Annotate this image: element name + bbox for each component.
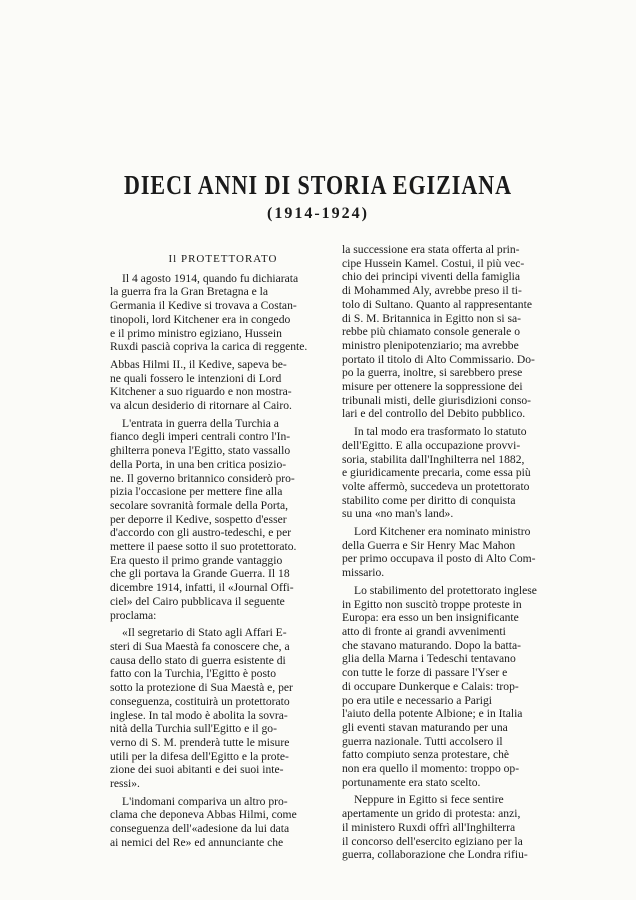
- text-line: rebbe più chiamato console generale o: [342, 325, 521, 339]
- text-line: misure per ottenere la soppressione dei: [342, 380, 523, 394]
- text-line: soria, stabilita dall'Inghilterra nel 1882,: [342, 452, 525, 466]
- text-line: conseguenza, costituirà un protettorato: [110, 694, 290, 708]
- text-line: Il 4 agosto 1914, quando fu dichiarata: [122, 271, 299, 285]
- text-line: apertamente un grido di protesta: anzi,: [342, 807, 521, 821]
- text-line: L'entrata in guerra della Turchia a: [122, 416, 279, 430]
- text-line: causa dello stato di guerra esistente di: [110, 653, 286, 667]
- paragraph: [110, 272, 336, 354]
- paragraph: [342, 793, 582, 862]
- text-line: guerra nazionale. Tutti accolsero il: [342, 734, 503, 748]
- text-line: di occupare Dunkerque e Calais: trop-: [342, 679, 519, 693]
- text-line: non era quello il momento: troppo op-: [342, 762, 520, 776]
- text-line: per deporre il Kedive, sospetto d'esser: [110, 512, 287, 526]
- text-line: «Il segretario di Stato agli Affari E-: [122, 626, 287, 640]
- paragraph: [342, 425, 582, 521]
- text-line: ghilterra poneva l'Egitto, stato vassallo: [110, 444, 291, 458]
- text-line: su una «no man's land».: [342, 507, 454, 521]
- right-column: [342, 243, 582, 862]
- paragraph: [110, 626, 336, 790]
- text-line: cipe Hussein Kamel. Costui, il più vec-: [342, 256, 525, 270]
- paragraph: [110, 417, 336, 623]
- text-line: portato il titolo di Alto Commissario. Do-: [342, 352, 535, 366]
- text-line: Germania il Kedive si trovava a Costan-: [110, 299, 297, 313]
- paragraph: [342, 584, 582, 790]
- paragraph: [342, 243, 582, 421]
- text-line: fatto compiuto senza protestare, chè: [342, 748, 510, 762]
- paragraph: [110, 795, 336, 850]
- text-line: atto di fronte ai grandi avvenimenti: [342, 624, 506, 638]
- text-line: volte affermò, succedeva un protettorato: [342, 479, 530, 493]
- text-line: mettere il paese sotto il suo protettorato.: [110, 540, 297, 554]
- right-column-body: [342, 243, 582, 862]
- text-line: Kitchener a suo riguardo e non mostra-: [110, 385, 292, 399]
- text-line: steri di Sua Maestà fa conoscere che, a: [110, 639, 290, 653]
- text-line: di Mohammed Aly, avrebbe preso il ti-: [342, 284, 522, 298]
- text-line: fianco degli imperi centrali contro l'In-: [110, 430, 291, 444]
- text-line: va alcun desiderio di ritornare al Cairo.: [110, 399, 292, 413]
- section-heading: Il PROTETTORATO: [168, 253, 278, 265]
- text-line: per primo occupava il posto di Alto Com-: [342, 552, 536, 566]
- text-line: glia della Marna i Tedeschi tentavano: [342, 652, 516, 666]
- text-line: nità della Turchia sull'Egitto e il go-: [110, 722, 277, 736]
- text-line: ne. Il governo britannico considerò pro-: [110, 471, 295, 485]
- text-line: verno di S. M. prenderà tutte le misure: [110, 735, 290, 749]
- text-line: ai nemici del Re» ed annunciante che: [110, 835, 284, 849]
- text-line: guerra, collaborazione che Londra rifiu-: [342, 848, 528, 862]
- text-line: Ruxdi pascià copriva la carica di reggente.: [110, 340, 308, 354]
- text-line: ne quali fossero le intenzioni di Lord: [110, 371, 282, 385]
- text-line: inglese. In tal modo è abolita la sovra-: [110, 708, 288, 722]
- paragraph: [342, 525, 582, 580]
- text-line: la successione era stata offerta al prin-: [342, 243, 520, 256]
- text-line: con tutte le forze di passare l'Yser e: [342, 666, 508, 680]
- text-line: di S. M. Britannica in Egitto non si sa-: [342, 311, 522, 325]
- text-line: chio dei principi viventi della famiglia: [342, 270, 521, 284]
- text-line: Neppure in Egitto si fece sentire: [354, 793, 504, 807]
- text-line: stabilito come per diritto di conquista: [342, 493, 516, 507]
- text-line: lari e del controllo del Debito pubblico.: [342, 407, 526, 421]
- text-line: e il primo ministro egiziano, Hussein: [110, 326, 282, 340]
- text-line: Abbas Hilmi II., il Kedive, sapeva be-: [110, 357, 287, 371]
- text-line: Lord Kitchener era nominato ministro: [354, 525, 531, 539]
- text-line: tribunali misti, delle giurisdizioni conso-: [342, 393, 532, 407]
- text-line: d'accordo con gli austro-tedeschi, e per: [110, 526, 292, 540]
- text-line: utili per la difesa dell'Egitto e la prote-: [110, 749, 289, 763]
- text-line: dicembre 1914, infatti, il «Journal Offi-: [110, 581, 294, 595]
- text-line: dell'Egitto. E alla occupazione provvi-: [342, 438, 521, 452]
- text-line: secolare sovranità formale della Porta,: [110, 498, 289, 512]
- text-line: ministro plenipotenziario; ma avrebbe: [342, 338, 519, 352]
- text-line: della Guerra e Sir Henry Mac Mahon: [342, 538, 516, 552]
- text-line: fatto con la Turchia, l'Egitto è posto: [110, 667, 276, 681]
- text-line: missario.: [342, 566, 385, 580]
- text-line: Era questo il primo grande vantaggio: [110, 553, 283, 567]
- text-line: conseguenza dell'«adesione da lui data: [110, 822, 290, 836]
- text-line: ressi».: [110, 777, 140, 791]
- text-line: tolo di Sultano. Quanto al rappresentante: [342, 297, 532, 311]
- text-line: zione dei suoi abitanti e dei suoi inte-: [110, 763, 284, 777]
- text-line: pizia l'occasione per mettere fine alla: [110, 485, 283, 499]
- text-line: ciel» del Cairo pubblicava il seguente: [110, 594, 285, 608]
- document-subtitle: (1914-1924): [267, 205, 369, 222]
- text-line: In tal modo era trasformato lo statuto: [354, 425, 527, 439]
- paragraph: [110, 358, 336, 413]
- text-line: L'indomani compariva un altro pro-: [122, 794, 288, 808]
- text-line: la guerra fra la Gran Bretagna e la: [110, 285, 269, 299]
- text-line: Lo stabilimento del protettorato inglese: [354, 583, 537, 597]
- text-line: sotto la protezione di Sua Maestà e, per: [110, 681, 293, 695]
- text-line: il ministero Ruxdi offrì all'Inghilterra: [342, 820, 516, 834]
- text-line: po la guerra, inoltre, si sarebbero prese: [342, 366, 523, 380]
- text-line: clama che deponeva Abbas Hilmi, come: [110, 808, 297, 822]
- text-line: l'aiuto della potente Albione; e in Italia: [342, 707, 523, 721]
- text-line: in Egitto non suscitò troppe proteste in: [342, 597, 522, 611]
- text-line: portunamente era stato scelto.: [342, 775, 481, 789]
- text-line: gli eventi stavan maturando per una: [342, 720, 508, 734]
- left-column: [110, 253, 336, 850]
- text-line: proclama:: [110, 608, 157, 622]
- text-line: e giuridicamente precaria, come essa più: [342, 466, 531, 480]
- text-line: che gli portava la Grande Guerra. Il 18: [110, 567, 290, 581]
- text-line: che stavano maturando. Dopo la batta-: [342, 638, 521, 652]
- text-line: il concorso dell'esercito egiziano per la: [342, 834, 523, 848]
- text-line: tinopoli, lord Kitchener era in congedo: [110, 312, 291, 326]
- text-line: Europa: era esso un ben insignificante: [342, 611, 519, 625]
- text-line: po era utile e necessario a Parigi: [342, 693, 493, 707]
- text-line: della Porta, in una ben critica posizio-: [110, 457, 287, 471]
- left-column-body: [110, 272, 336, 850]
- document-title: DIECI ANNI DI STORIA EGIZIANA: [123, 168, 513, 200]
